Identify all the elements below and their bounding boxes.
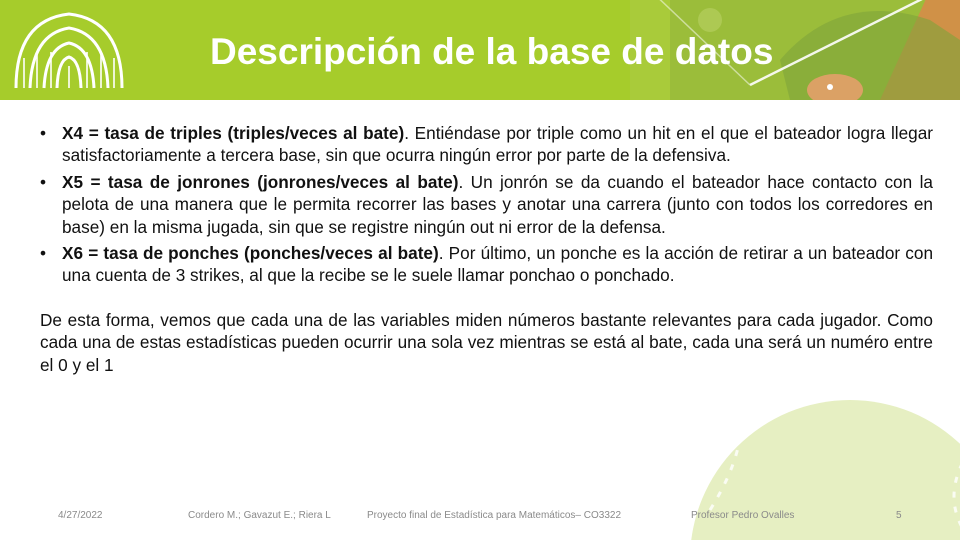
footer-professor: Profesor Pedro Ovalles <box>691 510 795 521</box>
bullet-marker: • <box>40 123 47 143</box>
bullet-x4-text: . Entiéndase por triple como un hit en el que el bateador logra llegar satisfactoriamente a tercera base, sin que ocurra ningún error por parte de la defensiva. <box>62 123 933 166</box>
footer-date: 4/27/2022 <box>58 510 103 521</box>
summary-paragraph: De esta forma, vemos que cada una de las variables miden números bastante relevantes para cada jugador. Como cada una de estas estadísticas pueden ocurrir una sola vez mientras se está al bate, cada una será un numéro entre el 0 y el 1 <box>40 309 933 375</box>
bullet-x6-lead: X6 = tasa de ponches (ponches/veces al bate) <box>62 243 439 264</box>
bullet-x5-text: . Un jonrón se da cuando el bateador hace contacto con la pelota de una manera que le permita recorrer las bases y anotar una carrera (junto con todos los corredores en base) en la misma jugada, sin que se registre ningún out ni error de la defensa. <box>62 171 933 237</box>
footer-project: Proyecto final de Estadística para Matemáticos– CO3322 <box>367 510 622 521</box>
footer-page-number: 5 <box>896 510 902 521</box>
bullet-x5 <box>40 171 933 238</box>
bullet-x6-text: . Por último, un ponche es la acción de retirar a un bateador con una cuenta de 3 strikes, al que la recibe se le suele llamar ponchao o ponchado. <box>62 243 934 286</box>
header-band <box>0 0 960 100</box>
bullet-x6 <box>40 242 933 287</box>
bullet-x4 <box>40 122 933 167</box>
footer-authors: Cordero M.; Gavazut E.; Riera L <box>188 510 331 521</box>
bullet-x5-lead: X5 = tasa de jonrones (jonrones/veces al bate) <box>62 171 459 192</box>
content-area <box>40 122 933 376</box>
university-logo-icon <box>10 8 128 92</box>
bullet-x4-lead: X4 = tasa de triples (triples/veces al bate) <box>62 123 405 143</box>
bullet-marker: • <box>40 171 47 192</box>
bullet-marker: • <box>40 243 47 264</box>
slide-title: Descripción de la base de datos <box>210 31 774 72</box>
bullet-list <box>40 122 933 287</box>
